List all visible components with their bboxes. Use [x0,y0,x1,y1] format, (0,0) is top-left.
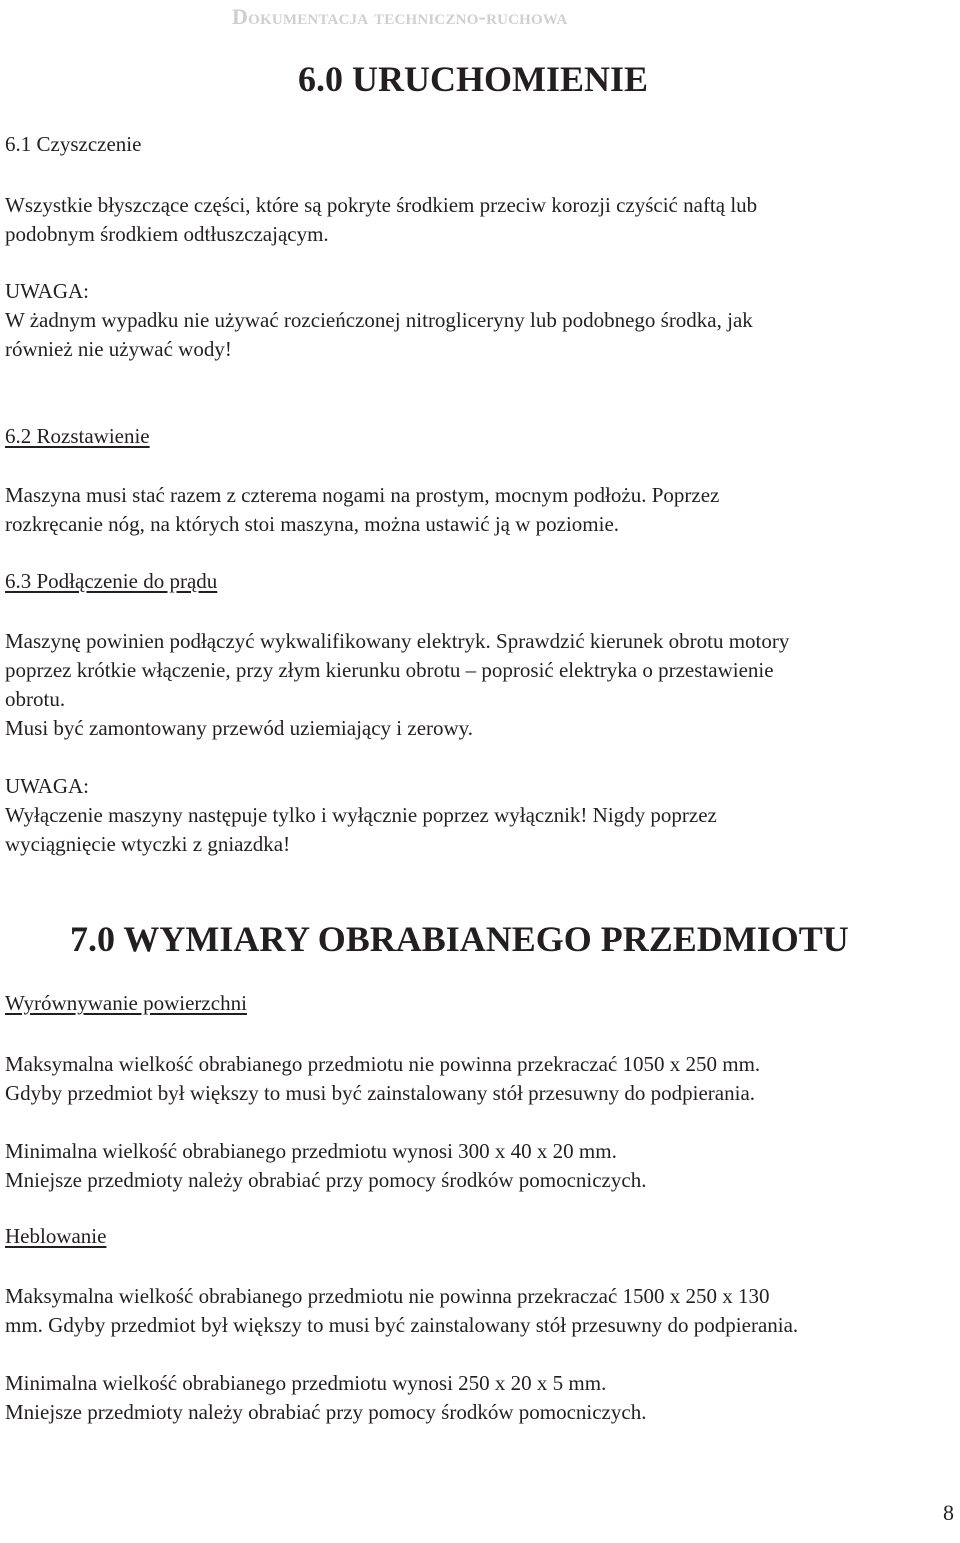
surfacing-min-line: Mniejsze przedmioty należy obrabiać przy pomocy środków pomocniczych. [5,1168,647,1192]
power-line: Maszynę powinien podłączyć wykwalifikowany elektryk. Sprawdzić kierunek obrotu motory [5,629,790,653]
cleaning-note-line: również nie używać wody! [5,337,232,361]
power-line: Musi być zamontowany przewód uziemiający i zerowy. [5,716,474,740]
cleaning-line: Wszystkie błyszczące części, które są pokryte środkiem przeciw korozji czyścić naftą lub [5,193,758,217]
cleaning-paragraph [5,191,757,249]
warning-label: UWAGA: [5,774,89,798]
surfacing-min-paragraph [5,1137,646,1195]
planing-heading: Heblowanie [5,1224,107,1248]
cleaning-heading [5,132,141,157]
setup-heading: 6.2 Rozstawienie [5,424,150,448]
warning-label: UWAGA: [5,279,89,303]
planing-max-paragraph [5,1282,798,1340]
power-heading: 6.3 Podłączenie do prądu [5,569,218,593]
planing-max-line: mm. Gdyby przedmiot był większy to musi być zainstalowany stół przesuwny do podpierania. [5,1313,799,1337]
page-number: 8 [943,1500,954,1525]
setup-paragraph [5,481,719,539]
planing-min-line: Mniejsze przedmioty należy obrabiać przy pomocy środków pomocniczych. [5,1400,647,1424]
cleaning-line: podobnym środkiem odtłuszczającym. [5,222,329,246]
surfacing-max-line: Maksymalna wielkość obrabianego przedmiotu nie powinna przekraczać 1050 x 250 mm. [5,1052,761,1076]
section-7-title: 7.0 WYMIARY OBRABIANEGO PRZEDMIOTU [70,919,849,959]
power-paragraph [5,627,789,743]
surfacing-max-line: Gdyby przedmiot był większy to musi być zainstalowany stół przesuwny do podpierania. [5,1081,756,1105]
power-line: obrotu. [5,687,66,711]
running-header: Dokumentacja techniczno-ruchowa [232,4,568,29]
planing-min-paragraph [5,1369,646,1427]
power-note [5,772,717,859]
surfacing-heading: Wyrównywanie powierzchni [5,991,247,1015]
section-6-title: 6.0 URUCHOMIENIE [298,59,649,99]
planing-min-line: Minimalna wielkość obrabianego przedmiotu wynosi 250 x 20 x 5 mm. [5,1371,607,1395]
setup-line: Maszyna musi stać razem z czterema nogami na prostym, mocnym podłożu. Poprzez [5,483,720,507]
cleaning-heading-text: 6.1 Czyszczenie [5,132,142,156]
power-line: poprzez krótkie włączenie, przy złym kierunku obrotu – poprosić elektryka o przestawienie [5,658,774,682]
planing-max-line: Maksymalna wielkość obrabianego przedmiotu nie powinna przekraczać 1500 x 250 x 130 [5,1284,770,1308]
surfacing-min-line: Minimalna wielkość obrabianego przedmiotu wynosi 300 x 40 x 20 mm. [5,1139,617,1163]
setup-line: rozkręcanie nóg, na których stoi maszyna, można ustawić ją w poziomie. [5,512,620,536]
surfacing-max-paragraph [5,1050,760,1108]
power-note-line: wyciągnięcie wtyczki z gniazdka! [5,832,291,856]
cleaning-note-line: W żadnym wypadku nie używać rozcieńczonej nitrogliceryny lub podobnego środka, jak [5,308,753,332]
cleaning-note [5,277,753,364]
power-note-line: Wyłączenie maszyny następuje tylko i wyłącznie poprzez wyłącznik! Nigdy poprzez [5,803,717,827]
